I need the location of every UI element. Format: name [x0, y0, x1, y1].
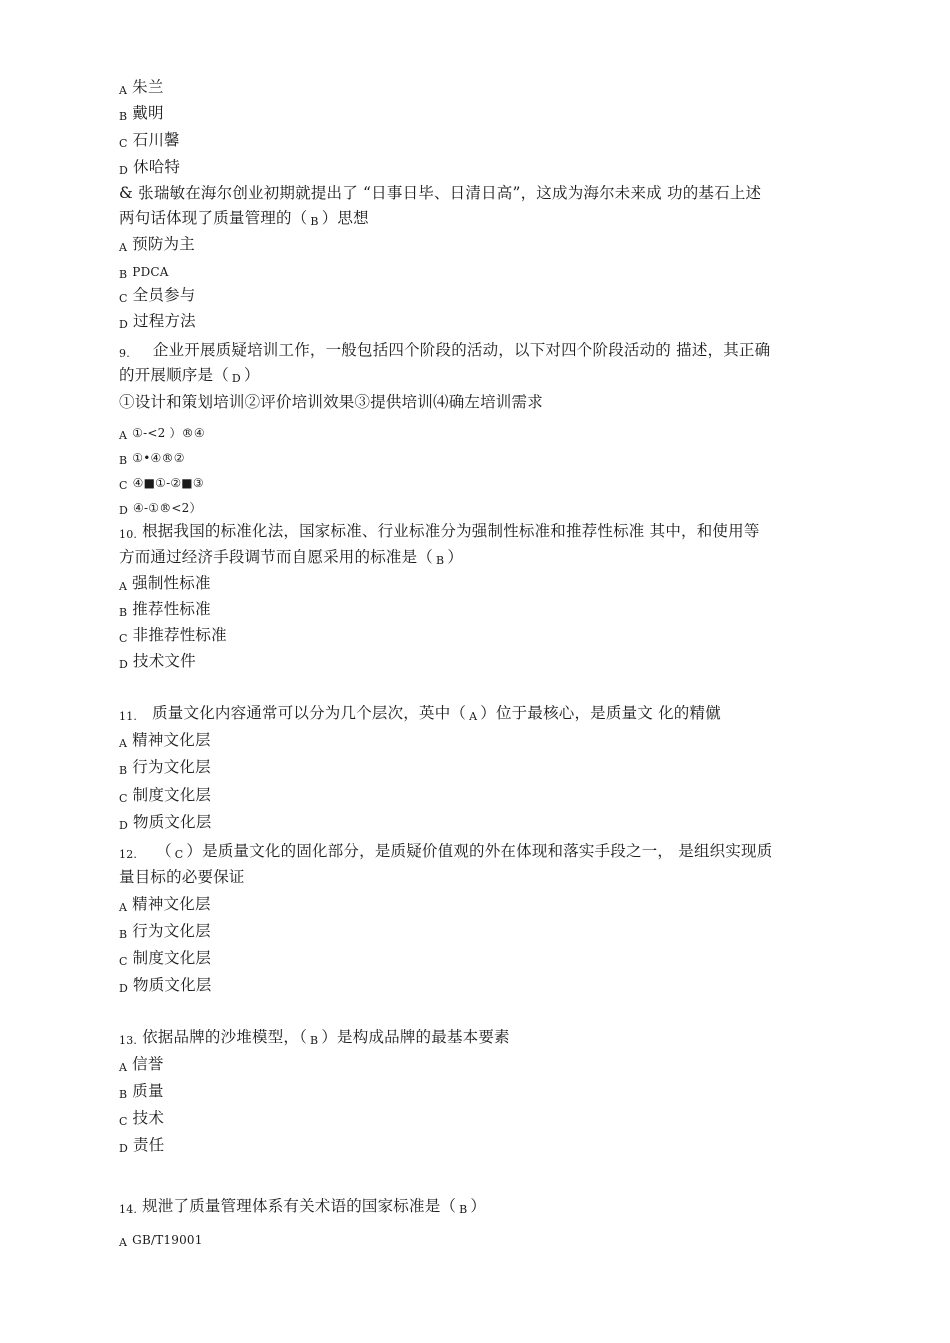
- question-text: 14. 规泄了质量管理体系有关术语的国家标准是（ B ）: [119, 1197, 487, 1216]
- option-line: [119, 974, 212, 1000]
- option-text: ④-①®<2）: [133, 501, 202, 515]
- option-letter: A: [119, 737, 128, 750]
- option-line: [119, 1053, 164, 1079]
- option-letter: C: [119, 137, 128, 150]
- answer-letter: B: [459, 1203, 468, 1216]
- option-text: 制度文化层: [132, 949, 212, 967]
- question-number: 9.: [119, 347, 130, 360]
- option-line: [119, 624, 227, 650]
- option-line: [119, 572, 211, 598]
- question-number: 12.: [119, 848, 138, 861]
- option-line: [119, 920, 211, 946]
- option-text: ④■①-②■③: [132, 476, 204, 490]
- option-text: 质量: [132, 1082, 164, 1100]
- option-text: 过程方法: [133, 312, 196, 330]
- option-text: 物质文化层: [133, 976, 212, 994]
- option-letter: C: [119, 292, 128, 305]
- option-text: 制度文化层: [132, 786, 212, 804]
- option-text: 朱兰: [132, 78, 164, 96]
- option-letter: D: [119, 1142, 129, 1155]
- option-letter: D: [119, 982, 129, 995]
- option-line: [119, 421, 205, 447]
- option-line: [119, 784, 211, 810]
- option-letter: A: [119, 84, 128, 97]
- question-text: & 张瑞敏在海尔创业初期就提出了 “日事日毕、日清日高”，这成为海尔未来成 功的基石上述: [119, 184, 762, 202]
- question-text: 的开展顺序是（ D ）: [119, 366, 260, 385]
- option-text: ①-<2 ）®④: [132, 426, 205, 440]
- option-text: GB/T19001: [132, 1233, 203, 1247]
- option-line: [119, 446, 185, 472]
- answer-letter: B: [310, 215, 319, 228]
- option-letter: C: [119, 955, 128, 968]
- option-text: 技术文件: [133, 652, 196, 670]
- question-text: 两句话体现了质量管理的（ B ）思想: [119, 209, 369, 228]
- option-letter: D: [119, 658, 129, 671]
- option-line: [119, 811, 212, 837]
- option-letter: A: [119, 1061, 128, 1074]
- option-text: 休哈特: [133, 158, 181, 176]
- option-text: 行为文化层: [132, 922, 211, 940]
- option-line: [119, 1080, 164, 1106]
- option-line: [119, 129, 180, 155]
- question-number: 10.: [119, 528, 138, 541]
- option-text: 技术: [132, 1109, 165, 1127]
- option-line: [119, 756, 211, 782]
- answer-letter: B: [310, 1034, 319, 1047]
- option-letter: D: [119, 819, 129, 832]
- question-number: 14.: [119, 1203, 138, 1216]
- option-letter: B: [119, 268, 128, 281]
- option-letter: A: [119, 580, 128, 593]
- option-line: [119, 1134, 164, 1160]
- option-line: [119, 260, 169, 286]
- question-text: 12. （ C ）是质量文化的固化部分，是质疑价值观的外在体现和落实手段之一， 是组织实现质: [119, 842, 773, 861]
- option-line: [119, 1228, 203, 1254]
- question-text: 10. 根据我国的标准化法，国家标准、行业标准分为强制性标准和推荐性标准 其中，和使用等: [119, 522, 760, 541]
- option-line: [119, 729, 211, 755]
- option-text: 全员参与: [132, 286, 196, 304]
- option-letter: D: [119, 164, 129, 177]
- option-line: [119, 310, 196, 336]
- option-text: 精神文化层: [132, 895, 211, 913]
- option-line: [119, 598, 211, 624]
- option-line: [119, 471, 204, 497]
- option-letter: A: [119, 1236, 128, 1249]
- option-line: [119, 156, 180, 182]
- question-steps: ①设计和策划培训②评价培训效果③提供培训⑷确左培训需求: [119, 393, 543, 411]
- option-letter: B: [119, 928, 128, 941]
- question-number: 13.: [119, 1034, 138, 1047]
- option-line: [119, 650, 196, 676]
- option-letter: B: [119, 606, 128, 619]
- answer-letter: D: [231, 372, 241, 385]
- option-letter: C: [119, 792, 128, 805]
- option-letter: B: [119, 110, 128, 123]
- option-text: 推荐性标准: [132, 600, 211, 618]
- option-line: [119, 102, 164, 128]
- option-line: [119, 76, 164, 102]
- option-text: 非推荐性标准: [132, 626, 227, 644]
- option-text: PDCA: [132, 265, 169, 279]
- option-text: 信誉: [132, 1055, 164, 1073]
- option-text: 预防为主: [132, 235, 195, 253]
- option-letter: D: [119, 318, 129, 331]
- option-text: 精神文化层: [132, 731, 211, 749]
- option-text: 责任: [133, 1136, 165, 1154]
- question-number: 11.: [119, 710, 138, 723]
- answer-letter: A: [469, 710, 478, 723]
- option-text: 强制性标准: [132, 574, 211, 592]
- option-letter: C: [119, 1115, 128, 1128]
- option-letter: B: [119, 1088, 128, 1101]
- option-line: [119, 893, 211, 919]
- option-line: [119, 947, 211, 973]
- option-letter: C: [119, 632, 128, 645]
- option-text: 行为文化层: [132, 758, 211, 776]
- question-text: 方而通过经济手段调节而自愿采用的标准是（ B ）: [119, 548, 464, 567]
- option-line: [119, 233, 195, 259]
- option-text: 石川馨: [132, 131, 180, 149]
- question-text: 11. 质量文化内容通常可以分为几个层次，英中（ A ）位于最核心，是质量文 化的精僦: [119, 704, 721, 723]
- option-line: [119, 496, 202, 522]
- option-line: [119, 1107, 164, 1133]
- option-letter: A: [119, 429, 128, 442]
- answer-letter: C: [174, 848, 184, 861]
- option-text: ①•④®②: [132, 451, 185, 465]
- question-text: 13. 依据品牌的沙堆模型，（ B ）是构成品牌的最基本要素: [119, 1028, 510, 1047]
- option-letter: B: [119, 764, 128, 777]
- question-text: 量目标的必要保证: [119, 868, 245, 886]
- option-letter: A: [119, 901, 128, 914]
- option-letter: B: [119, 454, 128, 467]
- option-text: 物质文化层: [133, 813, 212, 831]
- option-letter: A: [119, 241, 128, 254]
- option-line: [119, 284, 195, 310]
- option-letter: C: [119, 479, 128, 492]
- option-letter: D: [119, 504, 129, 517]
- option-text: 戴明: [132, 104, 164, 122]
- question-text: 9. 企业开展质疑培训工作，一般包括四个阶段的活动，以下对四个阶段活动的 描述，其正确: [119, 341, 771, 360]
- answer-letter: B: [436, 554, 445, 567]
